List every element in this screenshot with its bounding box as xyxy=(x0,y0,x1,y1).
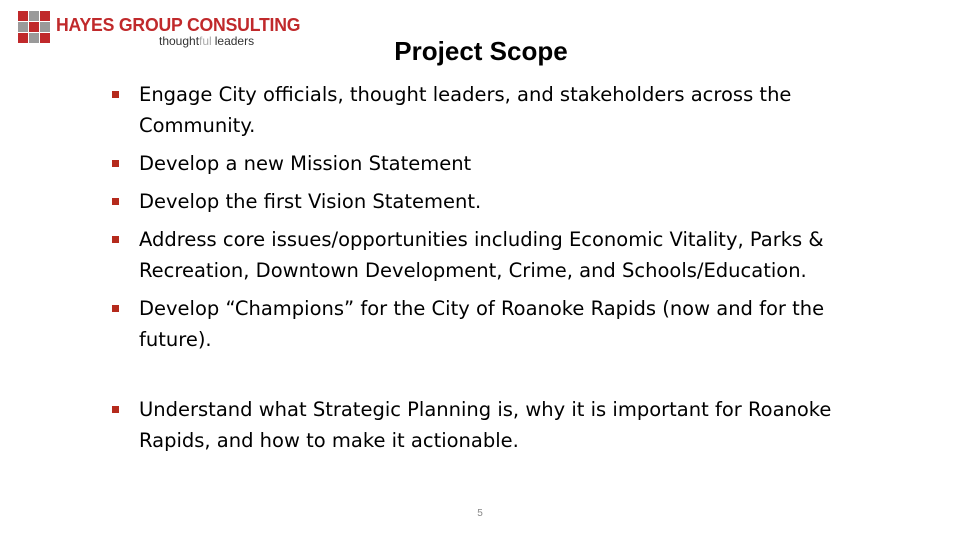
square-bullet-icon xyxy=(112,91,119,98)
logo-tagline: thoughtful leaders xyxy=(159,34,255,48)
page-number: 5 xyxy=(477,508,483,519)
bullet-item xyxy=(112,293,852,355)
bullet-text: Understand what Strategic Planning is, why it is important for Roanoke Rapids, and how to make it actionable. xyxy=(139,398,832,452)
square-bullet-icon xyxy=(112,236,119,243)
square-bullet-icon xyxy=(112,198,119,205)
square-bullet-icon xyxy=(112,406,119,413)
bullet-text: Develop a new Mission Statement xyxy=(139,152,472,175)
slide-title: Project Scope xyxy=(394,36,568,66)
square-bullet-icon xyxy=(112,160,119,167)
bullet-item xyxy=(112,148,852,179)
bullet-list xyxy=(112,79,852,463)
logo-company-name: HAYES GROUP CONSULTING xyxy=(56,15,301,35)
bullet-text: Develop “Champions” for the City of Roanoke Rapids (now and for the future). xyxy=(139,297,825,351)
bullet-item xyxy=(112,224,852,286)
bullet-text: Engage City officials, thought leaders, and stakeholders across the Community. xyxy=(139,83,792,137)
square-bullet-icon xyxy=(112,305,119,312)
bullet-item xyxy=(112,186,852,217)
bullet-item xyxy=(112,79,852,141)
bullet-item xyxy=(112,394,852,456)
bullet-text: Address core issues/opportunities including Economic Vitality, Parks & Recreation, Downtown Development, Crime, and Schools/Education. xyxy=(139,228,824,282)
bullet-text: Develop the first Vision Statement. xyxy=(139,190,482,213)
